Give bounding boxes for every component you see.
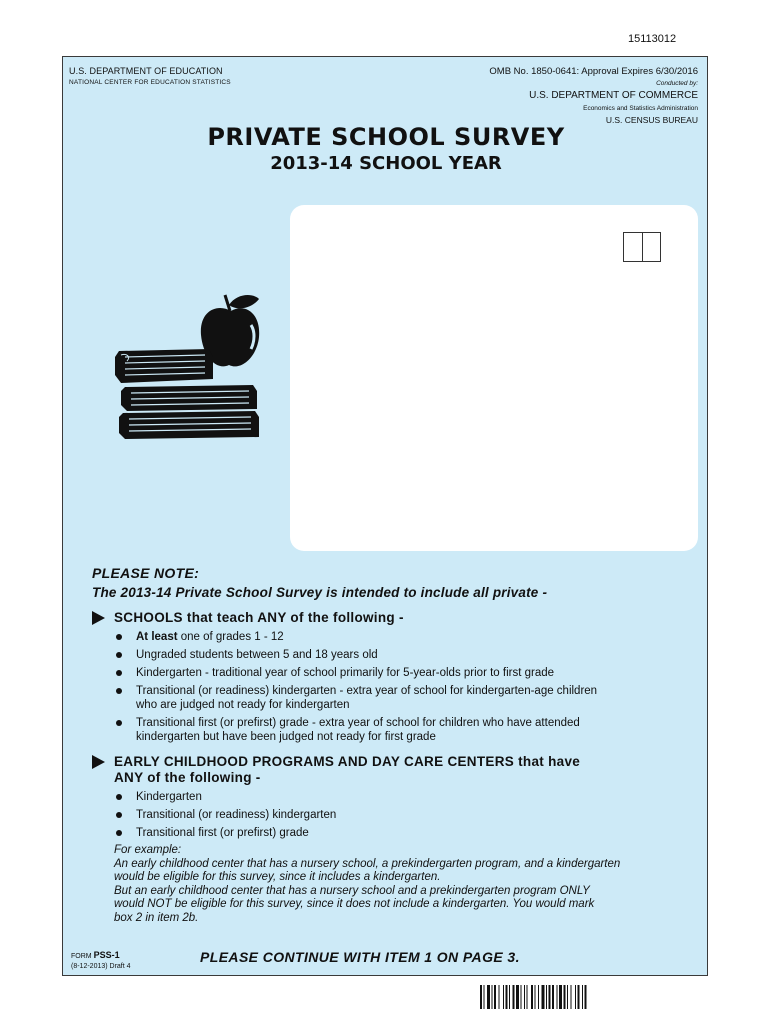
form-draft: (8-12-2013) Draft 4	[71, 963, 131, 970]
bullet-dot-icon	[116, 794, 122, 800]
check-box-1[interactable]	[624, 233, 642, 261]
survey-cover	[62, 56, 708, 976]
bullet-dot-icon	[116, 634, 122, 640]
bullet-dot-icon	[116, 830, 122, 836]
schools-list	[114, 630, 692, 744]
schools-heading-text: SCHOOLS that teach ANY of the following -	[114, 610, 404, 625]
bullet-dot-icon	[116, 720, 122, 726]
schools-heading	[92, 610, 692, 626]
arrow-bullet-icon	[92, 611, 105, 625]
list-item	[114, 826, 692, 840]
please-note-section	[92, 565, 692, 925]
page-title: PRIVATE SCHOOL SURVEY	[207, 123, 565, 151]
item-text: Transitional first (or prefirst) grade	[136, 827, 309, 839]
item-text: Transitional first (or prefirst) grade - extra year of school for children who have attended	[136, 717, 580, 729]
list-item	[114, 630, 692, 644]
form-code: PSS-1	[93, 950, 120, 960]
example-line: But an early childhood center that has a nursery school and a prekindergarten program ONLY	[114, 884, 590, 897]
item-text: kindergarten but have been judged not ready for first grade	[136, 731, 436, 743]
continue-instruction: PLEASE CONTINUE WITH ITEM 1 ON PAGE 3.	[200, 949, 520, 965]
agency-left	[69, 66, 231, 88]
example-line: would NOT be eligible for this survey, since it does not include a kindergarten. You would mark	[114, 898, 595, 910]
item-text: Kindergarten - traditional year of school primarily for 5-year-olds prior to first grade	[136, 667, 555, 679]
dept-commerce: U.S. DEPARTMENT OF COMMERCE	[529, 90, 698, 101]
early-heading-line2: ANY of the following -	[114, 770, 261, 785]
example-line: For example:	[114, 844, 182, 856]
list-item	[114, 716, 692, 744]
example-line: would be eligible for this survey, since it includes a kindergarten.	[114, 871, 441, 883]
item-text: Ungraded students between 5 and 18 years old	[136, 649, 378, 661]
agency-right	[489, 66, 698, 126]
early-childhood-list	[114, 790, 692, 840]
item-bold: At least	[136, 631, 178, 643]
form-prefix: FORM	[71, 953, 94, 960]
note-heading: PLEASE NOTE:	[92, 565, 200, 581]
list-item	[114, 666, 692, 680]
item-text: Transitional (or readiness) kindergarten - extra year of school for kindergarten-age children	[136, 685, 598, 697]
early-heading-line1: EARLY CHILDHOOD PROGRAMS AND DAY CARE CENTERS that have	[114, 754, 581, 769]
check-boxes[interactable]	[623, 232, 661, 262]
page-subtitle: 2013-14 SCHOOL YEAR	[270, 153, 502, 174]
arrow-bullet-icon	[92, 755, 105, 769]
form-number: 15113012	[628, 33, 677, 45]
list-item	[114, 808, 692, 822]
check-box-2[interactable]	[642, 233, 661, 261]
omb-number: OMB No. 1850-0641: Approval Expires 6/30/2016	[489, 66, 698, 77]
item-text: Transitional (or readiness) kindergarten	[136, 809, 337, 821]
barcode	[480, 985, 666, 1009]
dept-education: U.S. DEPARTMENT OF EDUCATION	[69, 66, 223, 76]
bullet-dot-icon	[116, 688, 122, 694]
example-block	[114, 844, 692, 925]
early-childhood-heading	[92, 754, 692, 786]
form-code-line	[71, 950, 131, 962]
bullet-dot-icon	[116, 652, 122, 658]
bullet-dot-icon	[116, 812, 122, 818]
bullet-dot-icon	[116, 670, 122, 676]
nces: NATIONAL CENTER FOR EDUCATION STATISTICS	[69, 79, 231, 86]
esa: Economics and Statistics Administration	[583, 105, 698, 112]
address-label-window	[290, 205, 698, 551]
note-intro: The 2013-14 Private School Survey is intended to include all private -	[92, 585, 548, 600]
example-line: An early childhood center that has a nursery school, a prekindergarten program, and a kindergarten	[114, 857, 621, 870]
item-text: Kindergarten	[136, 791, 202, 803]
census-bureau: U.S. CENSUS BUREAU	[605, 115, 698, 125]
list-item	[114, 684, 692, 712]
list-item	[114, 790, 692, 804]
conducted-by: Conducted by:	[656, 80, 698, 87]
apple-on-books-illustration	[113, 291, 273, 441]
item-text: who are judged not ready for kindergarten	[136, 699, 350, 711]
list-item	[114, 648, 692, 662]
example-line: box 2 in item 2b.	[114, 911, 199, 924]
item-text: one of grades 1 - 12	[177, 631, 284, 643]
form-tag	[71, 950, 131, 972]
